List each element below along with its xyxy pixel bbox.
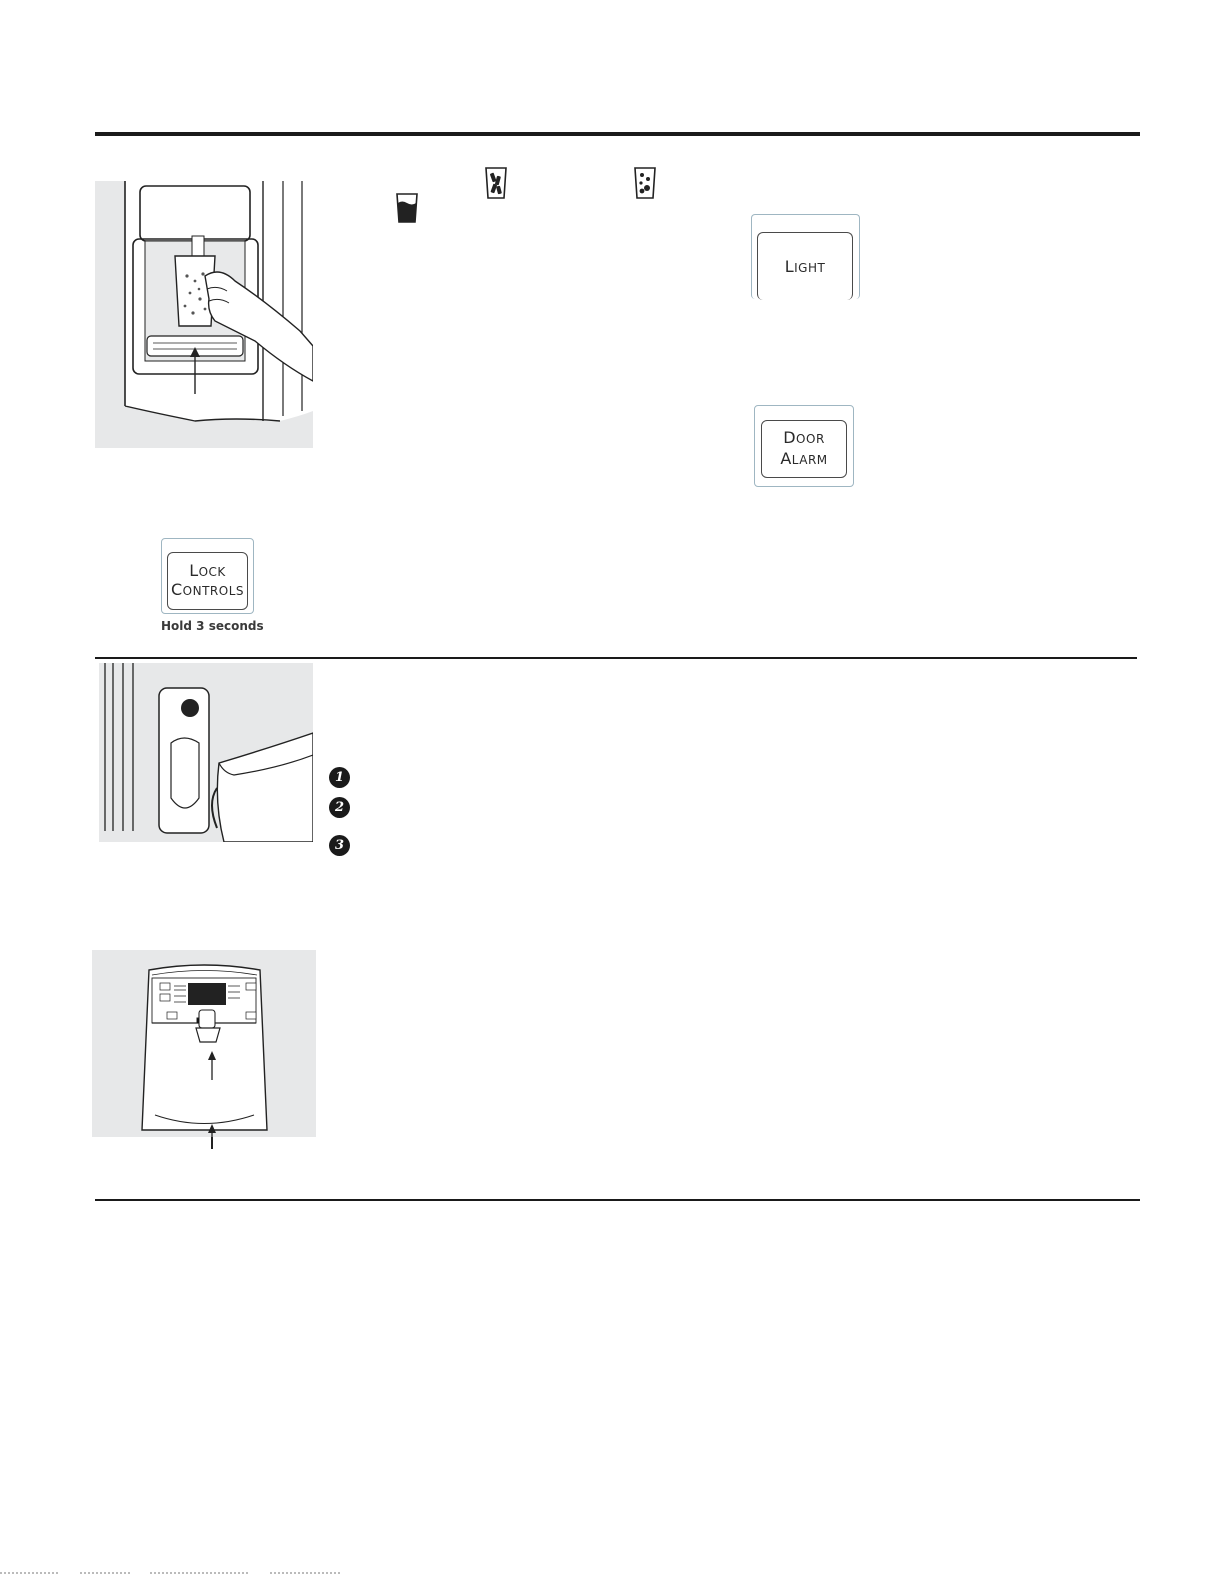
step-badge-2: 2 <box>329 797 350 818</box>
door-bin-drawing <box>99 663 313 842</box>
door-alarm-label-line1: DOOR <box>783 428 825 447</box>
lock-controls-hint: Hold 3 seconds <box>161 619 264 633</box>
door-bin-illustration <box>99 663 313 842</box>
dispenser-panel-drawing <box>92 950 316 1137</box>
dispenser-drawing <box>95 181 313 448</box>
light-label: LIGHT <box>784 257 826 276</box>
cubed-ice-icon <box>634 167 656 199</box>
dispenser-panel-illustration <box>92 950 316 1137</box>
step-badge-3: 3 <box>329 835 350 856</box>
dispenser-use-illustration <box>95 181 313 448</box>
header-rule <box>95 132 1140 136</box>
step-badge-1: 1 <box>329 767 350 788</box>
door-alarm-button-graphic <box>754 405 854 487</box>
section-rule <box>95 657 1137 659</box>
water-icon <box>396 193 418 223</box>
door-alarm-label-line2: ALARM <box>780 449 828 468</box>
footer-strip <box>0 1570 360 1576</box>
crushed-ice-icon <box>485 167 507 199</box>
door-alarm-button <box>761 420 847 478</box>
lock-controls-label-line1: LOCK <box>189 561 226 580</box>
pointer-line <box>211 1137 213 1149</box>
lock-controls-button <box>167 552 248 610</box>
section-rule-bottom <box>95 1199 1140 1201</box>
lock-controls-button-graphic <box>161 538 254 614</box>
light-button-graphic <box>751 214 860 299</box>
lock-controls-label-line2: CONTROLS <box>170 580 244 599</box>
light-button <box>757 232 853 300</box>
